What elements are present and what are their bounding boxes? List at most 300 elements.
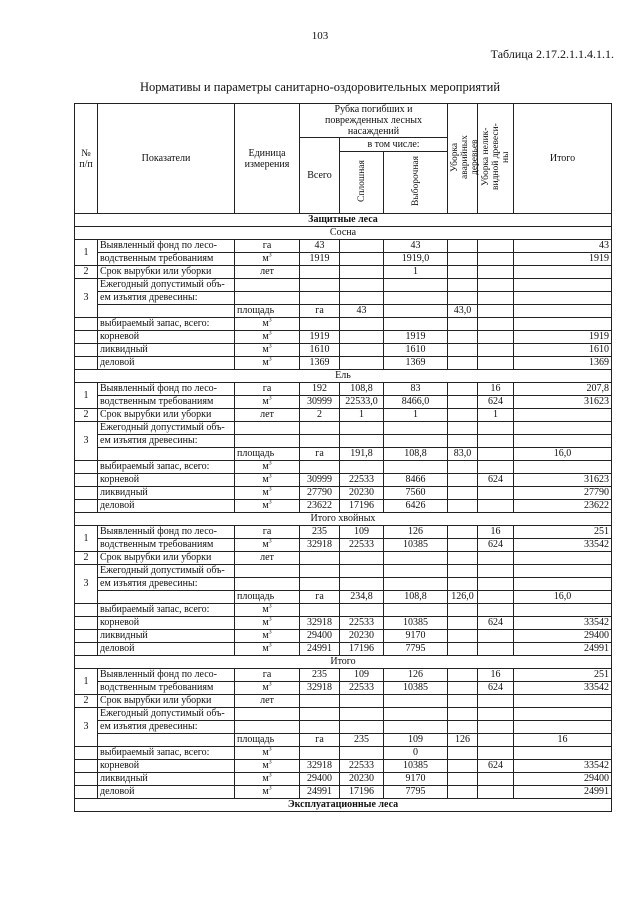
- value-cell: [478, 461, 514, 474]
- indicator-label: деловой: [98, 643, 235, 656]
- indicator-label: ликвидный: [98, 487, 235, 500]
- table-row: [75, 253, 612, 266]
- table-row: [75, 578, 612, 591]
- unit-text: м: [262, 760, 269, 771]
- header-indicators: Показатели: [98, 104, 235, 214]
- value-cell: 10385: [384, 539, 448, 552]
- value-cell: 191,8: [340, 448, 384, 461]
- value-cell: [514, 552, 612, 565]
- header-emergency-trees: Уборка аварийных деревьев: [448, 104, 478, 214]
- value-cell: 17196: [340, 786, 384, 799]
- unit-cell: [235, 760, 300, 773]
- value-cell: [448, 682, 478, 695]
- value-cell: [448, 240, 478, 253]
- indicator-label: Выявленный фонд по лесо-: [98, 526, 235, 539]
- value-cell: 27790: [514, 487, 612, 500]
- unit-superscript: 3: [268, 746, 272, 753]
- unit-cell: [235, 357, 300, 370]
- unit-superscript: 3: [268, 343, 272, 350]
- unit-cell: [235, 344, 300, 357]
- indicator-label: ем изъятия древесины:: [98, 578, 235, 591]
- indicator-label: выбираемый запас, всего:: [98, 604, 235, 617]
- value-cell: [384, 552, 448, 565]
- unit-cell: [235, 565, 300, 578]
- value-cell: 23622: [514, 500, 612, 513]
- value-cell: [448, 292, 478, 305]
- value-cell: [478, 786, 514, 799]
- value-cell: [478, 500, 514, 513]
- table-row: [75, 357, 612, 370]
- indicator-label: Срок вырубки или уборки: [98, 695, 235, 708]
- value-cell: [340, 344, 384, 357]
- value-cell: [478, 487, 514, 500]
- value-cell: 22533: [340, 682, 384, 695]
- value-cell: [448, 617, 478, 630]
- unit-cell: [235, 409, 300, 422]
- unit-cell: [235, 786, 300, 799]
- table-row: [75, 500, 612, 513]
- indicator-label: деловой: [98, 500, 235, 513]
- value-cell: [300, 422, 340, 435]
- value-cell: 43: [340, 305, 384, 318]
- unit-text: га: [315, 305, 324, 316]
- value-cell: 6426: [384, 500, 448, 513]
- table-row: [75, 617, 612, 630]
- value-cell: 20230: [340, 773, 384, 786]
- value-cell: [478, 448, 514, 461]
- value-cell: [340, 279, 384, 292]
- unit-cell: [300, 734, 340, 747]
- table-row: [75, 396, 612, 409]
- value-cell: 1610: [514, 344, 612, 357]
- section-pine-label: Сосна: [75, 227, 612, 240]
- value-cell: [384, 305, 448, 318]
- section-protective-label: Защитные леса: [75, 214, 612, 227]
- value-cell: [478, 773, 514, 786]
- table-row: [75, 435, 612, 448]
- unit-text: м: [262, 643, 269, 654]
- value-cell: [300, 461, 340, 474]
- value-cell: 33542: [514, 617, 612, 630]
- value-cell: [478, 578, 514, 591]
- table-row: [75, 604, 612, 617]
- indicator-label: площадь: [235, 591, 300, 604]
- value-cell: 22533: [340, 760, 384, 773]
- table-row: [75, 773, 612, 786]
- unit-superscript: 3: [268, 356, 272, 363]
- indicator-label: площадь: [235, 734, 300, 747]
- value-cell: [448, 409, 478, 422]
- indicator-label: водственным требованиям: [98, 396, 235, 409]
- table-row: [75, 474, 612, 487]
- table-row: [75, 240, 612, 253]
- unit-cell: [235, 500, 300, 513]
- unit-cell: [300, 305, 340, 318]
- value-cell: [340, 357, 384, 370]
- unit-cell: [235, 396, 300, 409]
- value-cell: 20230: [340, 487, 384, 500]
- indicator-label: Ежегодный допустимый объ-: [98, 422, 235, 435]
- value-cell: 33542: [514, 539, 612, 552]
- value-cell: 1: [340, 409, 384, 422]
- value-cell: [478, 643, 514, 656]
- row-number-empty: [98, 734, 235, 747]
- indicator-label: ем изъятия древесины:: [98, 292, 235, 305]
- value-cell: [384, 695, 448, 708]
- row-number-empty: [75, 357, 98, 370]
- row-number-empty: [98, 591, 235, 604]
- unit-superscript: 3: [268, 642, 272, 649]
- row-number-empty: [75, 747, 98, 760]
- value-cell: 235: [340, 734, 384, 747]
- indicator-label: водственным требованиям: [98, 253, 235, 266]
- unit-superscript: 3: [268, 603, 272, 610]
- value-cell: [300, 318, 340, 331]
- value-cell: 624: [478, 396, 514, 409]
- value-cell: 43: [300, 240, 340, 253]
- value-cell: 1919: [300, 253, 340, 266]
- unit-cell: [235, 669, 300, 682]
- value-cell: [384, 279, 448, 292]
- value-cell: [448, 539, 478, 552]
- header-num: № п/п: [75, 104, 98, 214]
- table-row: [75, 747, 612, 760]
- value-cell: [514, 695, 612, 708]
- value-cell: [478, 344, 514, 357]
- unit-text: га: [262, 669, 272, 680]
- table-row: [75, 448, 612, 461]
- value-cell: [514, 292, 612, 305]
- unit-superscript: 3: [268, 460, 272, 467]
- value-cell: [478, 253, 514, 266]
- unit-superscript: 3: [268, 395, 272, 402]
- value-cell: 624: [478, 474, 514, 487]
- row-number: 2: [75, 695, 98, 708]
- header-grand-total: Итого: [514, 104, 612, 214]
- value-cell: [448, 487, 478, 500]
- value-cell: [448, 747, 478, 760]
- table-label: Таблица 2.17.2.1.1.4.1.1.: [490, 47, 614, 61]
- unit-text: лет: [260, 552, 274, 563]
- value-cell: [300, 552, 340, 565]
- unit-text: м: [262, 487, 269, 498]
- value-cell: [448, 422, 478, 435]
- value-cell: [300, 435, 340, 448]
- value-cell: [448, 331, 478, 344]
- unit-superscript: 3: [268, 616, 272, 623]
- value-cell: [300, 695, 340, 708]
- row-number: 1: [75, 669, 98, 695]
- value-cell: [448, 773, 478, 786]
- unit-cell: [235, 383, 300, 396]
- value-cell: [478, 695, 514, 708]
- unit-cell: [235, 474, 300, 487]
- value-cell: 29400: [514, 773, 612, 786]
- unit-cell: [235, 435, 300, 448]
- value-cell: 24991: [514, 786, 612, 799]
- unit-cell: [235, 721, 300, 734]
- value-cell: [340, 604, 384, 617]
- indicator-label: выбираемый запас, всего:: [98, 318, 235, 331]
- value-cell: 16: [478, 669, 514, 682]
- value-cell: 109: [384, 734, 448, 747]
- indicator-label: Срок вырубки или уборки: [98, 552, 235, 565]
- value-cell: 109: [340, 669, 384, 682]
- unit-text: м: [262, 682, 269, 693]
- value-cell: 2: [300, 409, 340, 422]
- value-cell: [478, 292, 514, 305]
- value-cell: [514, 708, 612, 721]
- row-number: 2: [75, 266, 98, 279]
- page-number: 103: [311, 30, 329, 42]
- value-cell: [300, 747, 340, 760]
- value-cell: [384, 422, 448, 435]
- value-cell: 207,8: [514, 383, 612, 396]
- value-cell: [340, 695, 384, 708]
- value-cell: 22533: [340, 474, 384, 487]
- unit-cell: [235, 526, 300, 539]
- value-cell: [300, 292, 340, 305]
- table-header: [75, 104, 612, 214]
- table-row: [75, 279, 612, 292]
- value-cell: 30999: [300, 396, 340, 409]
- value-cell: 0: [384, 747, 448, 760]
- value-cell: 251: [514, 526, 612, 539]
- unit-superscript: 3: [268, 499, 272, 506]
- indicator-label: Выявленный фонд по лесо-: [98, 669, 235, 682]
- value-cell: [340, 461, 384, 474]
- unit-text: м: [262, 604, 269, 615]
- value-cell: [514, 604, 612, 617]
- value-cell: [478, 279, 514, 292]
- value-cell: [514, 747, 612, 760]
- value-cell: [514, 422, 612, 435]
- document-title: Нормативы и параметры санитарно-оздоровительных мероприятий: [139, 80, 501, 94]
- unit-text: м: [262, 773, 269, 784]
- header-logging-group: Рубка погибших и поврежденных лесных насаждений: [300, 104, 448, 138]
- indicator-label: деловой: [98, 786, 235, 799]
- value-cell: [448, 344, 478, 357]
- value-cell: 29400: [300, 630, 340, 643]
- value-cell: 43,0: [448, 305, 478, 318]
- value-cell: [340, 435, 384, 448]
- value-cell: [300, 721, 340, 734]
- table-row: [75, 734, 612, 747]
- value-cell: 1369: [514, 357, 612, 370]
- value-cell: [300, 565, 340, 578]
- value-cell: [340, 708, 384, 721]
- section-exploitation: [75, 799, 612, 812]
- header-unit: Единица измерения: [235, 104, 300, 214]
- row-number: 2: [75, 552, 98, 565]
- value-cell: [514, 266, 612, 279]
- unit-cell: [235, 279, 300, 292]
- unit-superscript: 3: [268, 473, 272, 480]
- value-cell: 32918: [300, 760, 340, 773]
- unit-text: м: [262, 786, 269, 797]
- row-number: 3: [75, 279, 98, 318]
- value-cell: [448, 266, 478, 279]
- value-cell: [340, 422, 384, 435]
- value-cell: [300, 708, 340, 721]
- table-row: [75, 643, 612, 656]
- table-row: [75, 344, 612, 357]
- table-row: [75, 318, 612, 331]
- value-cell: [340, 266, 384, 279]
- indicator-label: деловой: [98, 357, 235, 370]
- indicator-label: ем изъятия древесины:: [98, 435, 235, 448]
- value-cell: [514, 461, 612, 474]
- value-cell: 20230: [340, 630, 384, 643]
- row-number: 3: [75, 708, 98, 747]
- value-cell: 33542: [514, 760, 612, 773]
- table-body: [75, 214, 612, 812]
- value-cell: [448, 630, 478, 643]
- value-cell: 22533,0: [340, 396, 384, 409]
- indicator-label: водственным требованиям: [98, 682, 235, 695]
- value-cell: 9170: [384, 773, 448, 786]
- row-number-empty: [75, 318, 98, 331]
- unit-text: м: [262, 747, 269, 758]
- unit-text: м: [262, 396, 269, 407]
- section-total: [75, 656, 612, 669]
- unit-text: м: [262, 318, 269, 329]
- table-row: [75, 565, 612, 578]
- table-row: [75, 786, 612, 799]
- header-selective: Выборочная: [384, 152, 448, 214]
- value-cell: [384, 565, 448, 578]
- row-number-empty: [98, 305, 235, 318]
- value-cell: 234,8: [340, 591, 384, 604]
- unit-cell: [300, 448, 340, 461]
- value-cell: [448, 695, 478, 708]
- value-cell: [300, 279, 340, 292]
- unit-superscript: 3: [268, 252, 272, 259]
- value-cell: [448, 565, 478, 578]
- section-spruce-label: Ель: [75, 370, 612, 383]
- value-cell: 33542: [514, 682, 612, 695]
- value-cell: 31623: [514, 474, 612, 487]
- row-number-empty: [75, 643, 98, 656]
- indicator-label: Срок вырубки или уборки: [98, 409, 235, 422]
- unit-text: м: [262, 630, 269, 641]
- value-cell: 24991: [300, 643, 340, 656]
- table-row: [75, 487, 612, 500]
- value-cell: [448, 253, 478, 266]
- unit-text: м: [262, 461, 269, 472]
- unit-text: м: [262, 253, 269, 264]
- value-cell: [478, 318, 514, 331]
- value-cell: 16,0: [514, 448, 612, 461]
- header-illiquid-wood: Уборка нелик-видной древеси-ны: [478, 104, 514, 214]
- value-cell: 83: [384, 383, 448, 396]
- unit-cell: [235, 708, 300, 721]
- value-cell: 22533: [340, 539, 384, 552]
- unit-text: м: [262, 344, 269, 355]
- indicator-label: ликвидный: [98, 344, 235, 357]
- value-cell: 24991: [514, 643, 612, 656]
- indicator-label: ем изъятия древесины:: [98, 721, 235, 734]
- section-total-label: Итого: [75, 656, 612, 669]
- value-cell: 8466: [384, 474, 448, 487]
- row-number-empty: [75, 487, 98, 500]
- value-cell: 251: [514, 669, 612, 682]
- value-cell: [514, 435, 612, 448]
- table-row: [75, 552, 612, 565]
- value-cell: 1919: [300, 331, 340, 344]
- value-cell: [478, 266, 514, 279]
- row-number: 1: [75, 240, 98, 266]
- standards-table: [74, 103, 612, 812]
- value-cell: [448, 643, 478, 656]
- indicator-label: Ежегодный допустимый объ-: [98, 279, 235, 292]
- unit-text: м: [262, 539, 269, 550]
- value-cell: 108,8: [384, 591, 448, 604]
- value-cell: [478, 604, 514, 617]
- unit-cell: [235, 617, 300, 630]
- value-cell: 16: [514, 734, 612, 747]
- value-cell: [514, 305, 612, 318]
- unit-text: м: [262, 617, 269, 628]
- value-cell: [384, 318, 448, 331]
- value-cell: [340, 253, 384, 266]
- table-row: [75, 591, 612, 604]
- indicator-label: ликвидный: [98, 773, 235, 786]
- row-number-empty: [75, 500, 98, 513]
- unit-cell: [235, 422, 300, 435]
- value-cell: [478, 305, 514, 318]
- value-cell: 10385: [384, 760, 448, 773]
- value-cell: [448, 357, 478, 370]
- value-cell: [478, 721, 514, 734]
- unit-cell: [300, 591, 340, 604]
- value-cell: [514, 578, 612, 591]
- value-cell: [448, 578, 478, 591]
- unit-superscript: 3: [268, 317, 272, 324]
- row-number-empty: [75, 604, 98, 617]
- value-cell: 29400: [300, 773, 340, 786]
- unit-cell: [235, 578, 300, 591]
- value-cell: 192: [300, 383, 340, 396]
- value-cell: [478, 240, 514, 253]
- value-cell: 16: [478, 526, 514, 539]
- section-spruce: [75, 370, 612, 383]
- value-cell: [478, 630, 514, 643]
- unit-text: га: [315, 734, 324, 745]
- indicator-label: площадь: [235, 305, 300, 318]
- row-number-empty: [75, 344, 98, 357]
- value-cell: 17196: [340, 500, 384, 513]
- value-cell: 10385: [384, 617, 448, 630]
- unit-text: м: [262, 500, 269, 511]
- unit-superscript: 3: [268, 785, 272, 792]
- value-cell: 31623: [514, 396, 612, 409]
- row-number: 3: [75, 422, 98, 461]
- value-cell: 32918: [300, 539, 340, 552]
- value-cell: 624: [478, 617, 514, 630]
- header-including: в том числе:: [340, 138, 448, 152]
- value-cell: 1919,0: [384, 253, 448, 266]
- unit-cell: [235, 318, 300, 331]
- unit-cell: [235, 240, 300, 253]
- unit-cell: [235, 266, 300, 279]
- value-cell: 32918: [300, 617, 340, 630]
- value-cell: [478, 552, 514, 565]
- value-cell: 8466,0: [384, 396, 448, 409]
- unit-text: га: [262, 240, 272, 251]
- unit-text: га: [262, 526, 272, 537]
- value-cell: [340, 721, 384, 734]
